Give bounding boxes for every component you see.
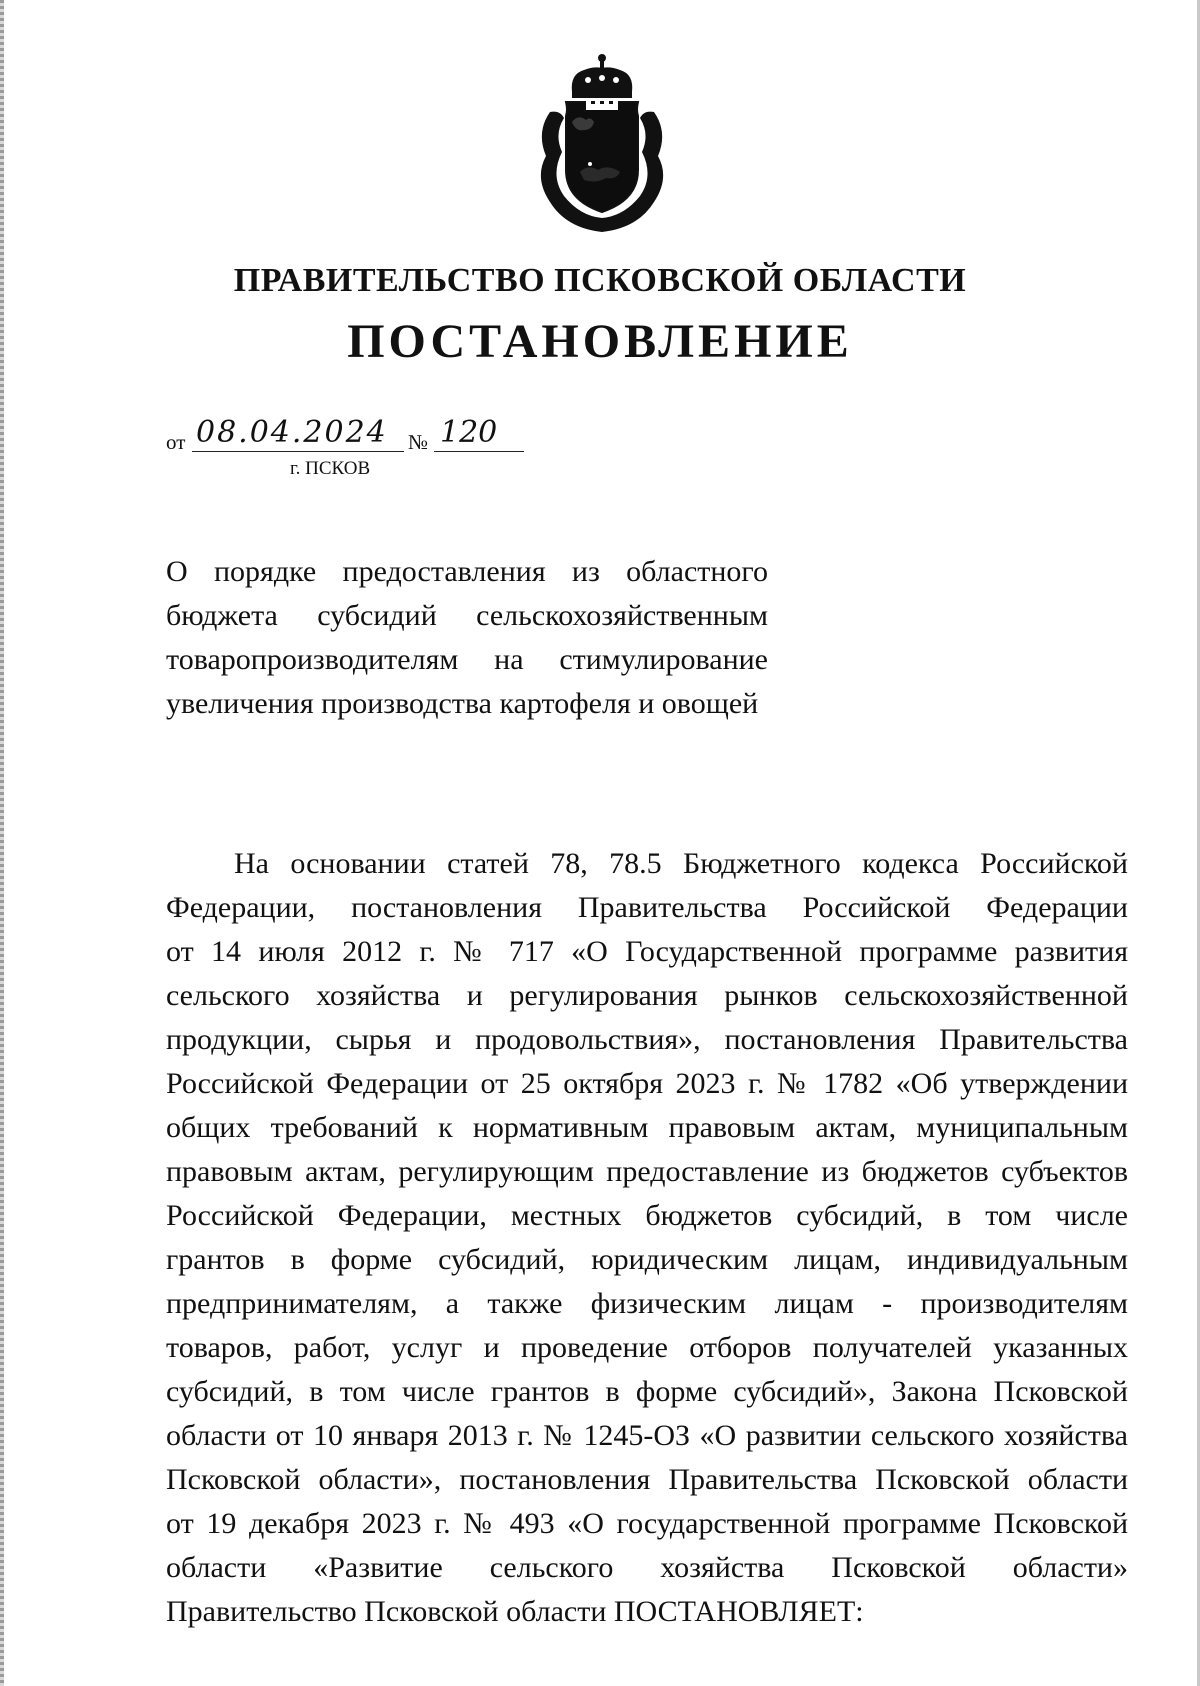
document-type-title: ПОСТАНОВЛЕНИЕ	[347, 315, 853, 368]
coat-of-arms-icon	[532, 52, 672, 234]
paragraph-line: Российской Федерации, местных бюджетов субсидий, в том числе	[166, 1199, 1128, 1232]
preamble-paragraph	[166, 842, 1128, 1634]
paragraph-line: правовым актам, регулирующим предоставление из бюджетов субъектов	[166, 1155, 1128, 1188]
subject-line: товаропроизводителям на стимулирование	[166, 643, 768, 676]
handwritten-number: 120	[434, 416, 524, 452]
paragraph-line: области от 10 января 2013 г. № 1245-ОЗ «О развитии сельского хозяйства	[166, 1419, 1128, 1452]
city-label: г. ПСКОВ	[290, 458, 371, 479]
paragraph-line: предпринимателям, а также физическим лицам - производителям	[166, 1287, 1128, 1320]
subject-line: увеличения производства картофеля и овощей	[166, 687, 759, 720]
paragraph-line: продукции, сырья и продовольствия», постановления Правительства	[166, 1023, 1128, 1056]
registration-line	[166, 416, 526, 456]
paragraph-line: На основании статей 78, 78.5 Бюджетного кодекса Российской	[234, 847, 1128, 880]
paragraph-line: области «Развитие сельского хозяйства Псковской области»	[166, 1551, 1128, 1584]
paragraph-line: грантов в форме субсидий, юридическим лицам, индивидуальным	[166, 1243, 1128, 1276]
paragraph-line: сельского хозяйства и регулирования рынков сельскохозяйственной	[166, 979, 1128, 1012]
paragraph-line: товаров, работ, услуг и проведение отборов получателей указанных	[166, 1331, 1128, 1364]
date-prefix-label: от	[166, 430, 186, 454]
paragraph-line: Псковской области», постановления Правительства Псковской области	[166, 1463, 1128, 1496]
paragraph-line: от 14 июля 2012 г. № 717 «О Государственной программе развития	[166, 935, 1128, 968]
paragraph-line: субсидий, в том числе грантов в форме субсидий», Закона Псковской	[166, 1375, 1128, 1408]
handwritten-date: 08.04.2024	[192, 416, 404, 452]
number-sign-label: №	[408, 430, 429, 454]
organization-title: ПРАВИТЕЛЬСТВО ПСКОВСКОЙ ОБЛАСТИ	[233, 262, 967, 299]
subject-line: бюджета субсидий сельскохозяйственным	[166, 599, 768, 632]
paragraph-line: общих требований к нормативным правовым актам, муниципальным	[166, 1111, 1128, 1144]
document-subject	[166, 550, 768, 726]
paragraph-line: Правительство Псковской области ПОСТАНОВЛЯЕТ:	[166, 1595, 864, 1628]
scan-left-edge	[0, 0, 4, 1686]
paragraph-line: Федерации, постановления Правительства Российской Федерации	[166, 891, 1128, 924]
paragraph-line: от 19 декабря 2023 г. № 493 «О государственной программе Псковской	[166, 1507, 1128, 1540]
subject-line: О порядке предоставления из областного	[166, 555, 768, 588]
paragraph-line: Российской Федерации от 25 октября 2023 г. № 1782 «Об утверждении	[166, 1067, 1128, 1100]
